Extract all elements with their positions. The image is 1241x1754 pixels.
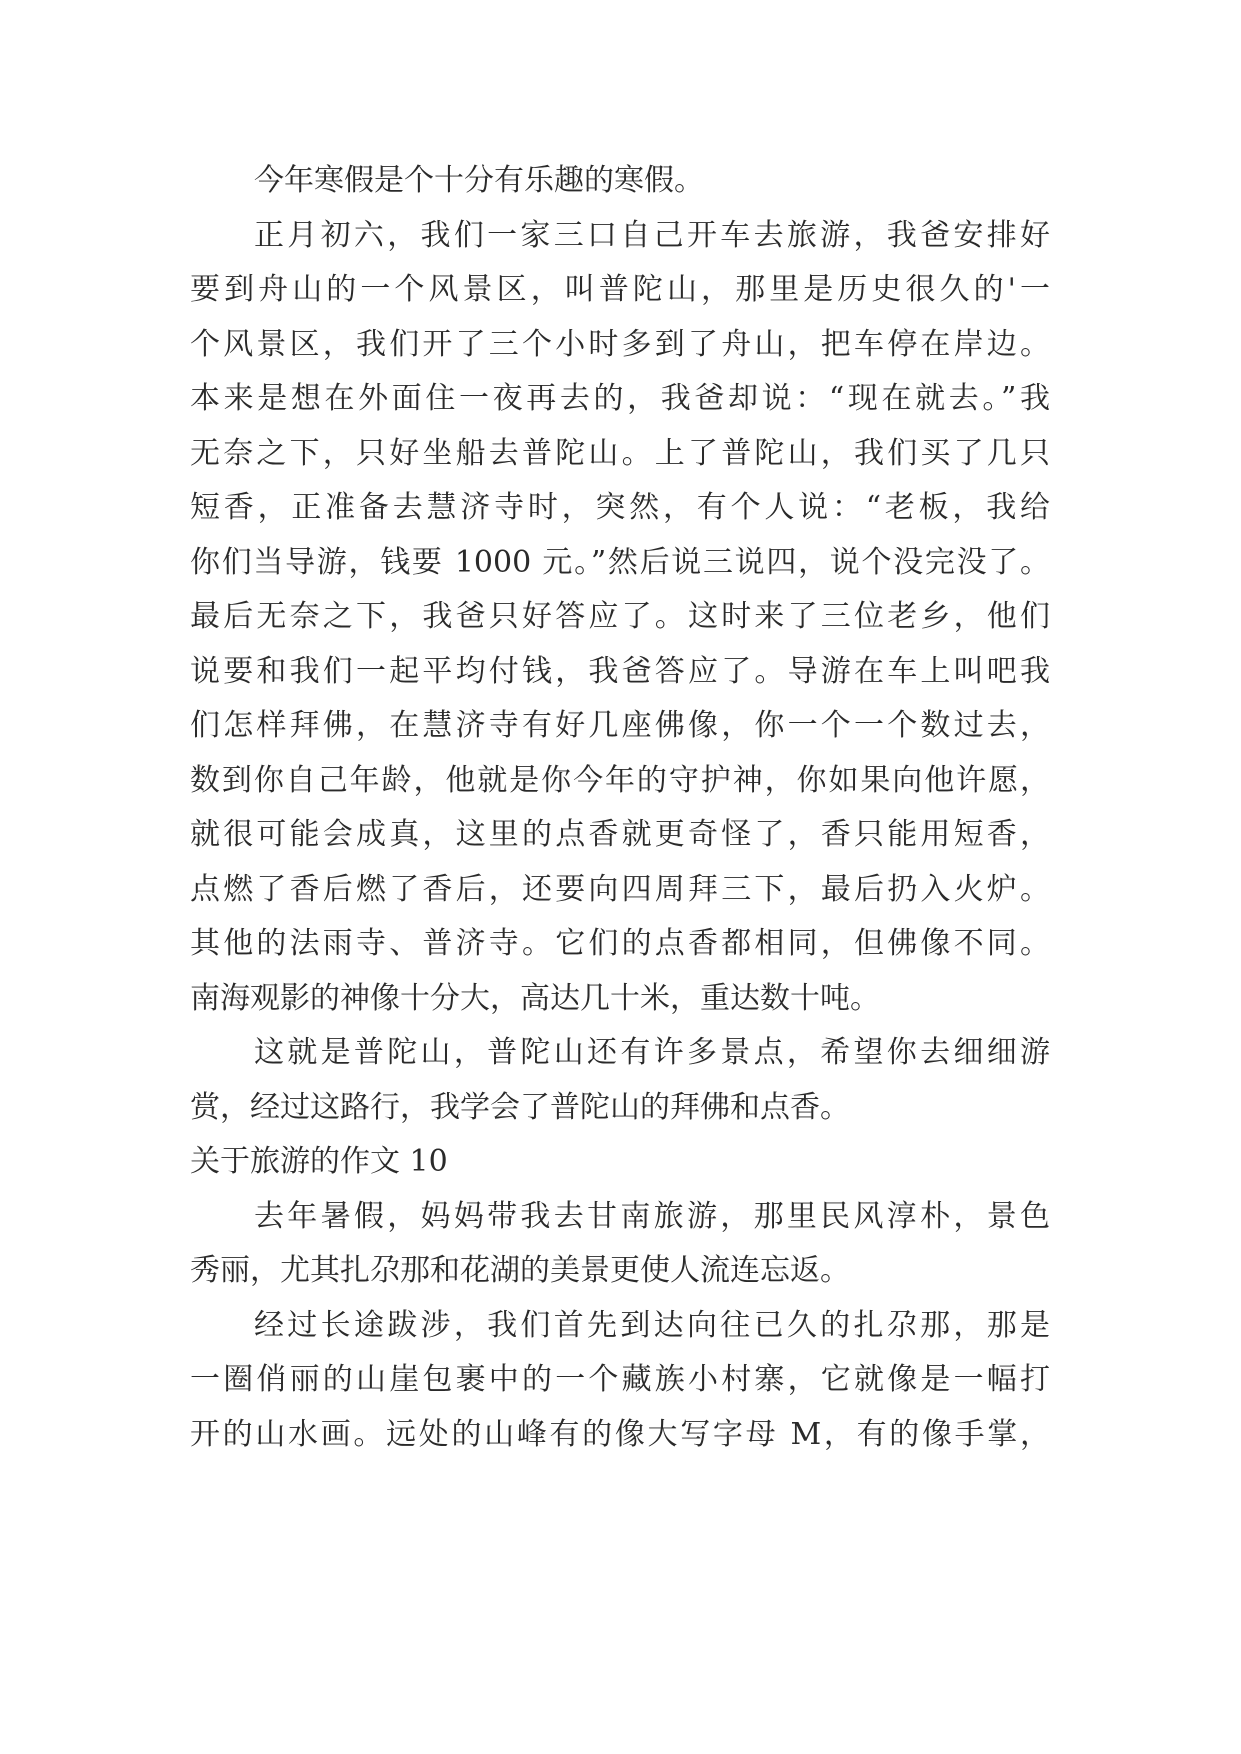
paragraph-line: 一圈俏丽的山崖包裹中的一个藏族小村寨，它就像是一幅打	[190, 1362, 1050, 1397]
paragraph-line: 正月初六，我们一家三口自己开车去旅游，我爸安排好	[254, 217, 1050, 253]
paragraph-line: 们怎样拜佛，在慧济寺有好几座佛像，你一个一个数过去，	[190, 708, 1050, 743]
section-heading: 关于旅游的作文 10	[190, 1144, 448, 1179]
paragraph-line: 无奈之下，只好坐船去普陀山。上了普陀山，我们买了几只	[190, 435, 1050, 471]
paragraph-line: 个风景区，我们开了三个小时多到了舟山，把车停在岸边。	[190, 326, 1050, 362]
paragraph-line: 短香，正准备去慧济寺时，突然，有个人说：“老板，我给	[190, 490, 1050, 525]
paragraph-line: 开的山水画。远处的山峰有的像大写字母 M，有的像手掌，	[190, 1416, 1050, 1452]
paragraph-line: 点燃了香后燃了香后，还要向四周拜三下，最后扔入火炉。	[190, 871, 1050, 907]
paragraph-line: 这就是普陀山，普陀山还有许多景点，希望你去细细游	[254, 1035, 1050, 1070]
paragraph-line: 最后无奈之下，我爸只好答应了。这时来了三位老乡，他们	[190, 599, 1050, 634]
paragraph-line: 数到你自己年龄，他就是你今年的守护神，你如果向他许愿，	[190, 762, 1050, 798]
paragraph-line: 你们当导游，钱要 1000 元。”然后说三说四，说个没完没了。	[190, 544, 1050, 580]
document-body	[190, 154, 1050, 1462]
paragraph-line: 去年暑假，妈妈带我去甘南旅游，那里民风淳朴，景色	[254, 1198, 1050, 1234]
paragraph-line: 经过长途跋涉，我们首先到达向往已久的扎尕那，那是	[254, 1307, 1050, 1343]
paragraph-line: 说要和我们一起平均付钱，我爸答应了。导游在车上叫吧我	[190, 653, 1050, 689]
paragraph-line: 其他的法雨寺、普济寺。它们的点香都相同，但佛像不同。	[190, 926, 1050, 961]
paragraph-line: 就很可能会成真，这里的点香就更奇怪了，香只能用短香，	[190, 817, 1050, 852]
paragraph-line: 要到舟山的一个风景区，叫普陀山，那里是历史很久的'一	[190, 272, 1050, 307]
paragraph-line: 南海观影的神像十分大，高达几十米，重达数十吨。	[190, 980, 880, 1016]
paragraph-line: 本来是想在外面住一夜再去的，我爸却说：“现在就去。”我	[190, 381, 1050, 416]
paragraph-line: 秀丽，尤其扎尕那和花湖的美景更使人流连忘返。	[190, 1253, 850, 1288]
paragraph-line: 赏，经过这路行，我学会了普陀山的拜佛和点香。	[190, 1089, 850, 1125]
paragraph-line: 今年寒假是个十分有乐趣的寒假。	[254, 163, 704, 198]
